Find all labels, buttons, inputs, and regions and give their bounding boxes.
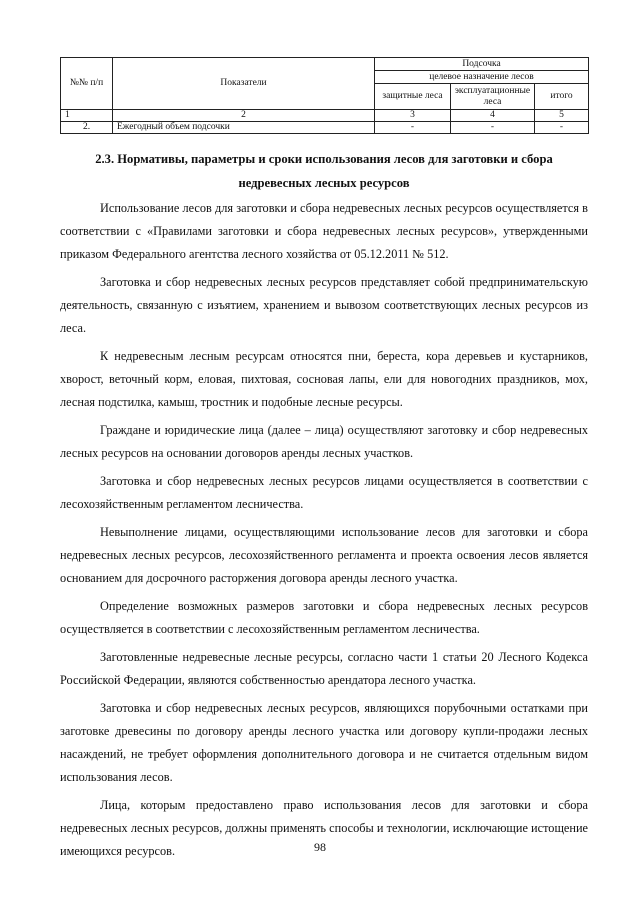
paragraph: Граждане и юридические лица (далее – лица) осуществляют заготовку и сбор недревесных лесных ресурсов на основании договоров аренды лесных участков. <box>60 423 588 460</box>
paragraph: Заготовка и сбор недревесных лесных ресурсов, являющихся порубочными остатками при заготовке древесины по договору аренды лесного участка или договору купли-продажи лесных насаждений, не требует оформления дополнительного договора и не считается отдельным видом использования лесов. <box>60 701 588 784</box>
page-number: 98 <box>314 840 326 854</box>
table-cell: 2. <box>61 122 113 134</box>
section-title: 2.3. Нормативы, параметры и сроки использования лесов для заготовки и сбора недревесных лесных ресурсов <box>95 152 553 190</box>
col-indicator-header: Показатели <box>113 58 375 110</box>
table-cell: - <box>451 122 535 134</box>
table-cell: - <box>535 122 589 134</box>
table-cell: Ежегодный объем подсочки <box>113 122 375 134</box>
numbering-row <box>61 110 589 122</box>
table-cell: 2 <box>113 110 375 122</box>
paragraph: Заготовленные недревесные лесные ресурсы, согласно части 1 статьи 20 Лесного Кодекса Российской Федерации, являются собственностью арендатора лесного участка. <box>60 650 588 687</box>
table-cell: 1 <box>61 110 113 122</box>
harvest-table <box>60 57 589 134</box>
table-cell: - <box>375 122 451 134</box>
paragraph: К недревесным лесным ресурсам относятся пни, береста, кора деревьев и кустарников, хворост, веточный корм, еловая, пихтовая, сосновая лапы, ели для новогодних праздников, мох, лесная подстилка, камыш, тростник и подобные лесные ресурсы. <box>60 349 588 409</box>
group-header: Подсочка <box>375 58 589 71</box>
table-cell: 3 <box>375 110 451 122</box>
paragraph: Заготовка и сбор недревесных лесных ресурсов представляет собой предпринимательскую деятельность, связанную с изъятием, хранением и вывозом соответствующих лесных ресурсов из леса. <box>60 275 588 335</box>
subgroup-header: целевое назначение лесов <box>375 71 589 84</box>
paragraph: Использование лесов для заготовки и сбора недревесных лесных ресурсов осуществляется в соответствии с «Правилами заготовки и сбора недревесных лесных ресурсов», утвержденными приказом Федерального агентства лесного хозяйства от 05.12.2011 № 512. <box>60 201 588 261</box>
body-text <box>60 197 588 868</box>
table-row <box>61 122 589 134</box>
col-protective-header: защитные леса <box>375 84 451 110</box>
paragraph: Заготовка и сбор недревесных лесных ресурсов лицами осуществляется в соответствии с лесохозяйственным регламентом лесничества. <box>60 474 588 511</box>
col-num-header: №№ п/п <box>61 58 113 110</box>
col-exploitation-header: эксплуатационные леса <box>451 84 535 110</box>
paragraph: Определение возможных размеров заготовки и сбора недревесных лесных ресурсов осуществляется в соответствии с лесохозяйственным регламентом лесничества. <box>60 599 588 636</box>
table-cell: 4 <box>451 110 535 122</box>
paragraph: Невыполнение лицами, осуществляющими использование лесов для заготовки и сбора недревесных лесных ресурсов, лесохозяйственного регламента и проекта освоения лесов является основанием для досрочного расторжения договора аренды лесного участка. <box>60 525 588 585</box>
col-total-header: итого <box>535 84 589 110</box>
paragraph: Лица, которым предоставлено право использования лесов для заготовки и сбора недревесных лесных ресурсов, должны применять способы и технологии, исключающие истощение имеющихся ресурсов. <box>60 798 588 858</box>
table-cell: 5 <box>535 110 589 122</box>
